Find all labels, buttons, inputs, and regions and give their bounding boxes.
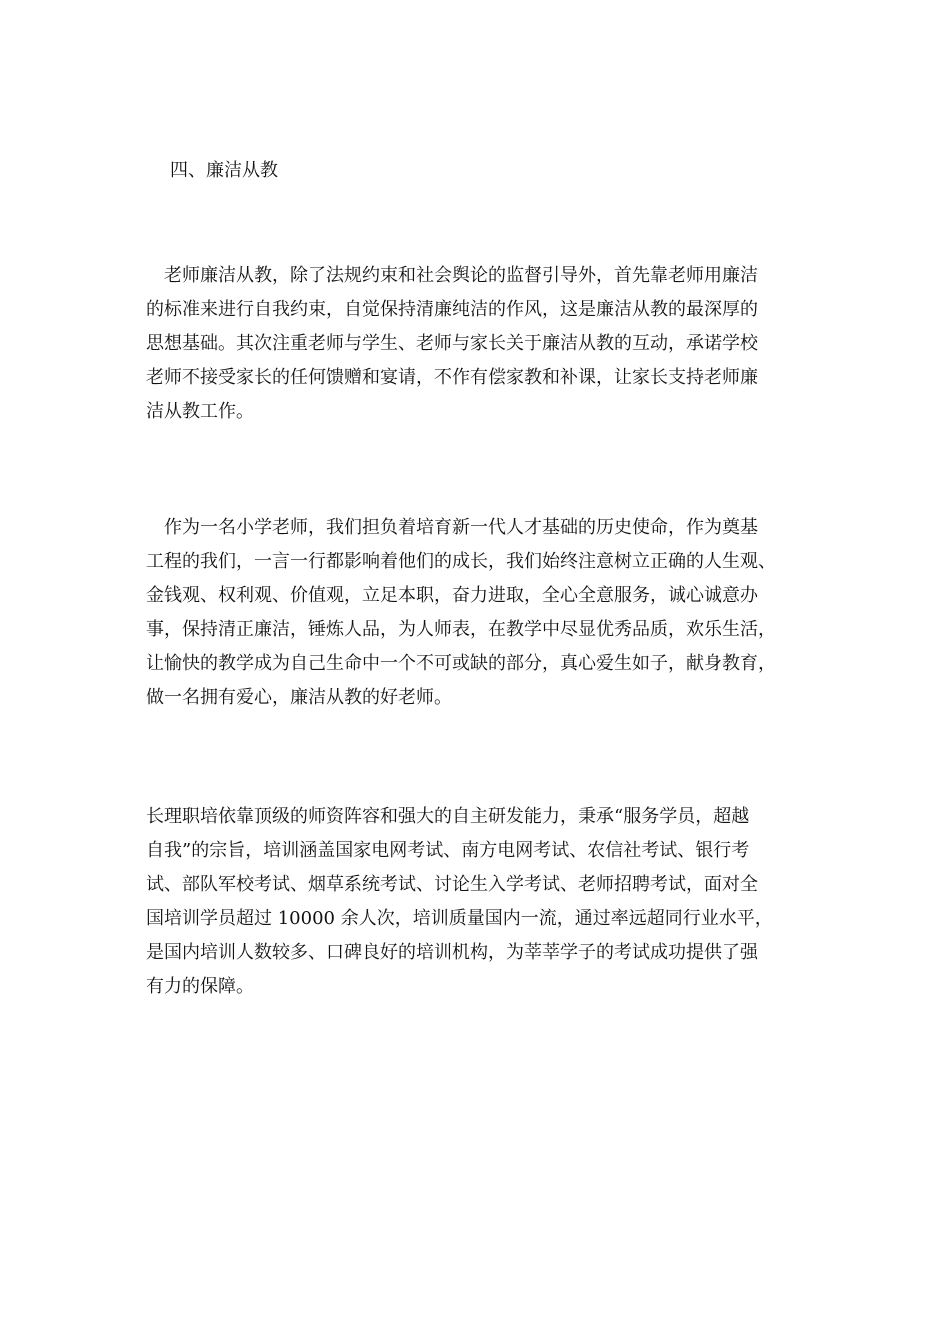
paragraph-line: 自我”的宗旨，培训涵盖国家电网考试、南方电网考试、农信社考试、银行考 bbox=[146, 840, 750, 861]
paragraph-line: 洁从教工作。 bbox=[146, 401, 254, 422]
paragraph-line: 有力的保障。 bbox=[146, 976, 254, 997]
paragraph-line: 工程的我们，一言一行都影响着他们的成长，我们始终注意树立正确的人生观、 bbox=[146, 551, 776, 572]
section-heading: 四、廉洁从教 bbox=[170, 160, 278, 181]
paragraph-line: 事，保持清正廉洁，锤炼人品，为人师表，在教学中尽显优秀品质，欢乐生活， bbox=[146, 619, 776, 640]
paragraph-line: 老师不接受家长的任何馈赠和宴请，不作有偿家教和补课，让家长支持老师廉 bbox=[146, 367, 758, 388]
paragraph-line: 作为一名小学老师，我们担负着培育新一代人才基础的历史使命，作为奠基 bbox=[146, 517, 758, 538]
paragraph-integrity-teaching bbox=[146, 259, 816, 429]
paragraph-training-promo bbox=[146, 800, 816, 1004]
paragraph-line: 的标准来进行自我约束，自觉保持清廉纯洁的作风，这是廉洁从教的最深厚的 bbox=[146, 299, 758, 320]
paragraph-line: 是国内培训人数较多、口碑良好的培训机构，为莘莘学子的考试成功提供了强 bbox=[146, 942, 758, 963]
paragraph-teacher-mission bbox=[146, 511, 816, 715]
paragraph-line: 金钱观、权利观、价值观，立足本职，奋力进取，全心全意服务，诚心诚意办 bbox=[146, 585, 758, 606]
paragraph-line: 做一名拥有爱心，廉洁从教的好老师。 bbox=[146, 687, 452, 708]
paragraph-line: 国培训学员超过 10000 余人次，培训质量国内一流，通过率远超同行业水平， bbox=[146, 908, 773, 929]
paragraph-line: 试、部队军校考试、烟草系统考试、讨论生入学考试、老师招聘考试，面对全 bbox=[146, 874, 758, 895]
paragraph-line: 长理职培依靠顶级的师资阵容和强大的自主研发能力，秉承“服务学员，超越 bbox=[146, 806, 750, 827]
paragraph-line: 老师廉洁从教，除了法规约束和社会舆论的监督引导外，首先靠老师用廉洁 bbox=[146, 265, 758, 286]
paragraph-line: 思想基础。其次注重老师与学生、老师与家长关于廉洁从教的互动，承诺学校 bbox=[146, 333, 758, 354]
paragraph-line: 让愉快的教学成为自己生命中一个不可或缺的部分，真心爱生如子，献身教育， bbox=[146, 653, 776, 674]
